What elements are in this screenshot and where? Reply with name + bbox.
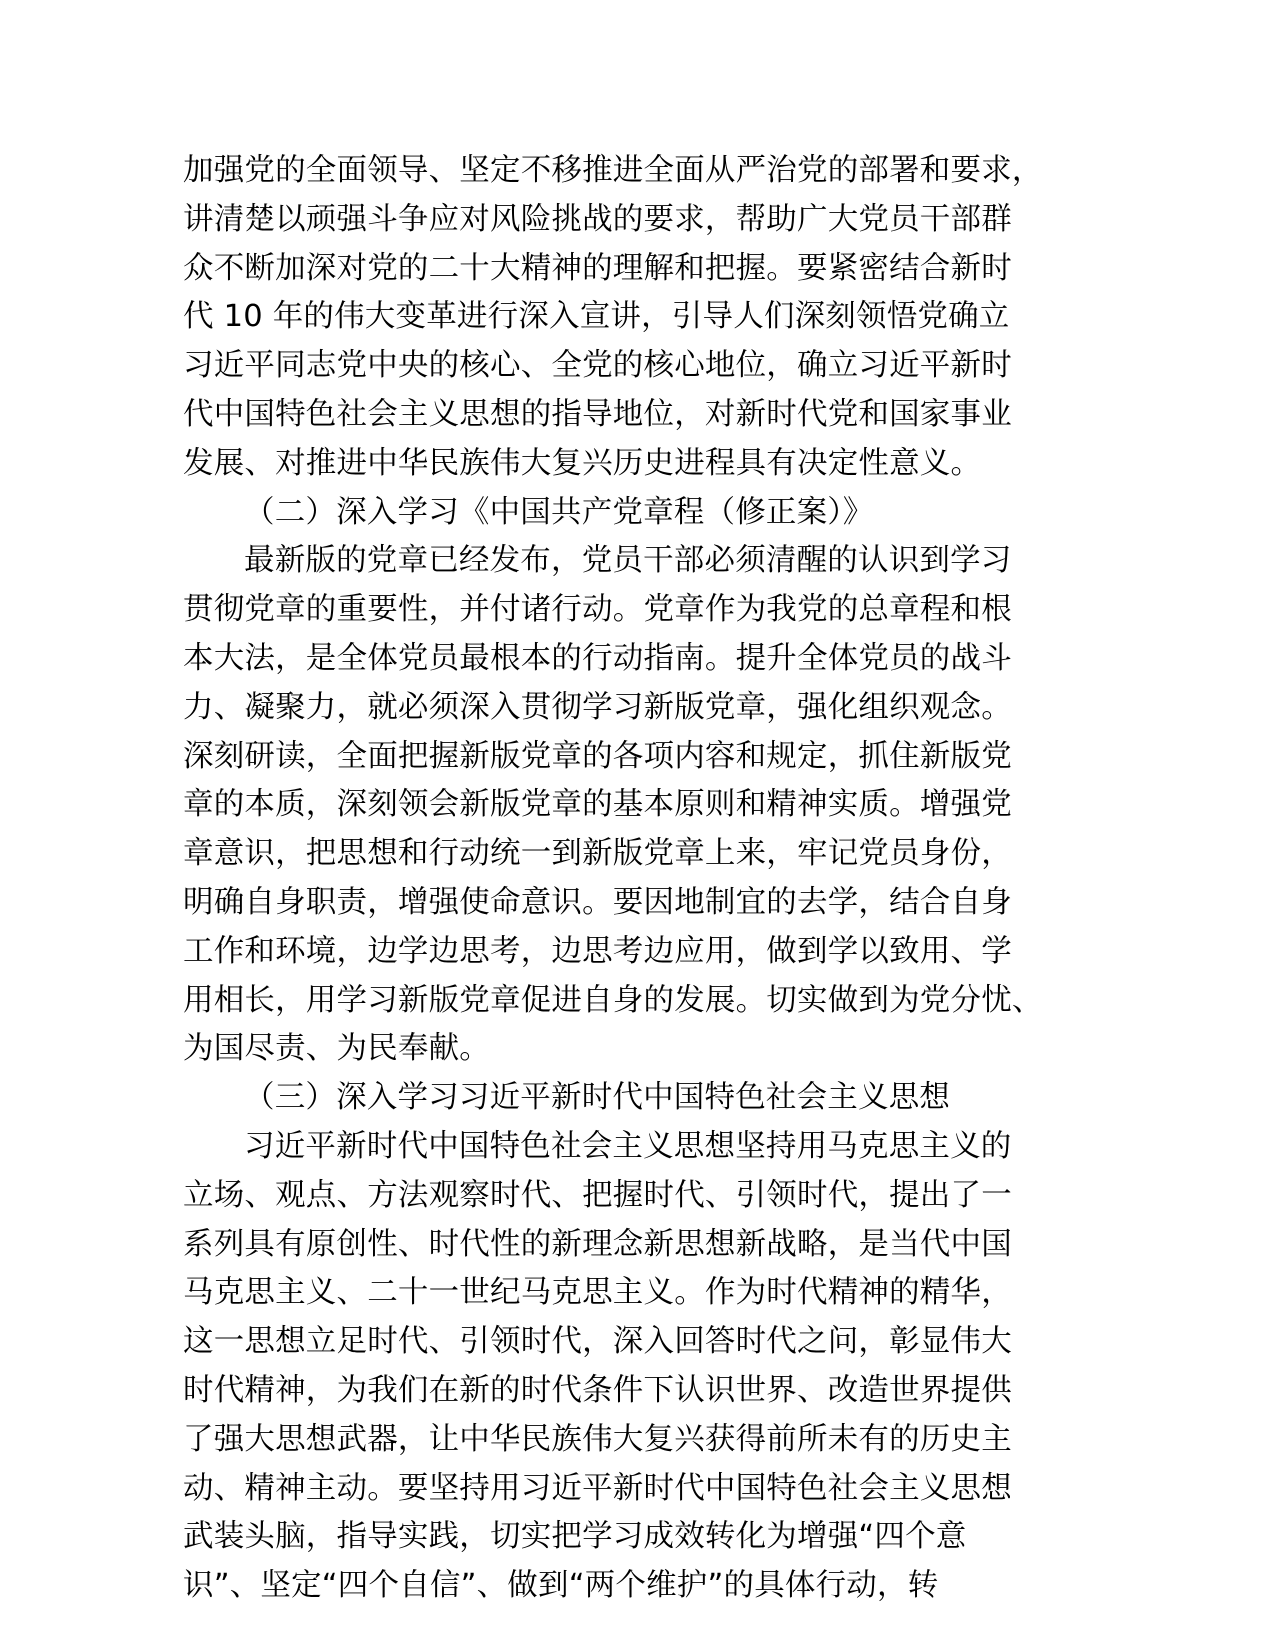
body-line: 本大法，是全体党员最根本的行动指南。提升全体党员的战斗	[183, 640, 1012, 676]
body-line: 这一思想立足时代、引领时代，深入回答时代之问，彰显伟大	[183, 1324, 1012, 1360]
body-line: 贯彻党章的重要性，并付诸行动。党章作为我党的总章程和根	[183, 592, 1012, 628]
body-line: 习近平同志党中央的核心、全党的核心地位，确立习近平新时	[183, 348, 1012, 384]
body-line: 深刻研读，全面把握新版党章的各项内容和规定，抓住新版党	[183, 738, 1012, 774]
body-line: 为国尽责、为民奉献。	[183, 1031, 490, 1067]
body-line: 代 10 年的伟大变革进行深入宣讲，引导人们深刻领悟党确立	[183, 299, 1010, 335]
paragraph-first-line: 习近平新时代中国特色社会主义思想坚持用马克思主义的	[244, 1128, 1012, 1164]
body-line: 系列具有原创性、时代性的新理念新思想新战略，是当代中国	[183, 1226, 1012, 1262]
body-line: 力、凝聚力，就必须深入贯彻学习新版党章，强化组织观念。	[183, 689, 1012, 725]
body-line: 用相长，用学习新版党章促进自身的发展。切实做到为党分忧、	[183, 982, 1043, 1018]
paragraph-first-line: 最新版的党章已经发布，党员干部必须清醒的认识到学习	[244, 543, 1012, 579]
body-line: 工作和环境，边学边思考，边思考边应用，做到学以致用、学	[183, 933, 1012, 969]
document-body	[183, 147, 1103, 1611]
body-line: 讲清楚以顽强斗争应对风险挑战的要求，帮助广大党员干部群	[183, 201, 1012, 237]
body-line: 章意识，把思想和行动统一到新版党章上来，牢记党员身份，	[183, 836, 1012, 872]
body-line: 识”、坚定“四个自信”、做到“两个维护”的具体行动，转	[183, 1568, 939, 1604]
body-line: 明确自身职责，增强使命意识。要因地制宜的去学，结合自身	[183, 884, 1012, 920]
body-line: 了强大思想武器，让中华民族伟大复兴获得前所未有的历史主	[183, 1421, 1012, 1457]
body-line: 马克思主义、二十一世纪马克思主义。作为时代精神的精华，	[183, 1275, 1012, 1311]
body-line: 立场、观点、方法观察时代、把握时代、引领时代，提出了一	[183, 1177, 1012, 1213]
body-line: 动、精神主动。要坚持用习近平新时代中国特色社会主义思想	[183, 1470, 1012, 1506]
body-line: 发展、对推进中华民族伟大复兴历史进程具有决定性意义。	[183, 445, 982, 481]
body-line: 加强党的全面领导、坚定不移推进全面从严治党的部署和要求，	[183, 153, 1043, 188]
body-line: 武装头脑，指导实践，切实把学习成效转化为增强“四个意	[183, 1519, 967, 1555]
section-heading-2: （二）深入学习《中国共产党章程（修正案）》	[244, 494, 874, 530]
body-line: 众不断加深对党的二十大精神的理解和把握。要紧密结合新时	[183, 250, 1012, 286]
body-line: 章的本质，深刻领会新版党章的基本原则和精神实质。增强党	[183, 787, 1012, 823]
section-heading-3: （三）深入学习习近平新时代中国特色社会主义思想	[244, 1080, 951, 1116]
body-line: 代中国特色社会主义思想的指导地位，对新时代党和国家事业	[183, 396, 1012, 432]
body-line: 时代精神，为我们在新的时代条件下认识世界、改造世界提供	[183, 1372, 1012, 1408]
